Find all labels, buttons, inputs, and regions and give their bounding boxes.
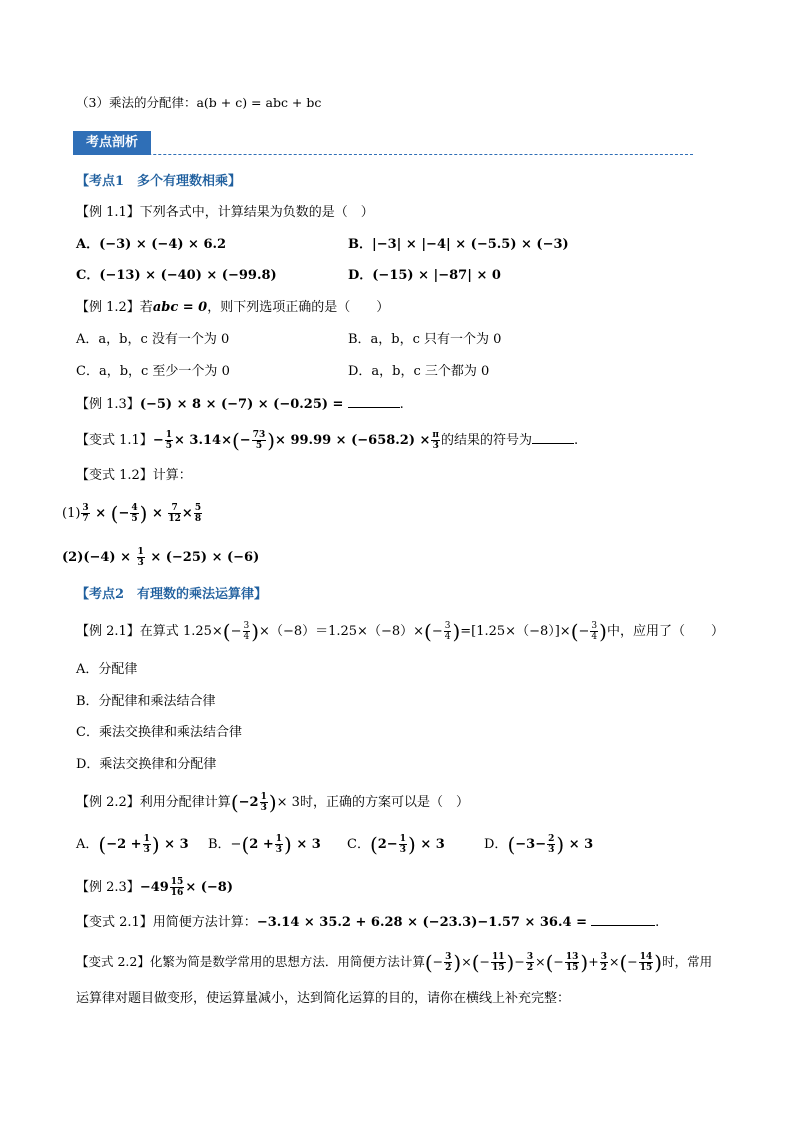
variant-1-2-heading <box>76 467 192 485</box>
example-1-2-option-c-text: C．a，b，c 至少一个为 0 <box>76 364 230 379</box>
right-paren: ) <box>654 950 663 975</box>
variant-1-1-minus-2: − <box>239 433 251 448</box>
fraction-numerator: 3 <box>600 952 607 962</box>
mixed-number-whole: −2 <box>238 795 259 810</box>
variant-1-1-part-2: × 3.14× <box>173 433 232 448</box>
fraction-denominator: 3 <box>260 803 267 813</box>
variant-1-1-answer-blank[interactable] <box>532 443 574 444</box>
variant-2-1-label: 【变式 2.1】用简便方法计算： <box>76 915 257 930</box>
example-1-2-condition: abc = 0 <box>152 300 208 315</box>
example-2-1-fraction-2 <box>444 621 452 642</box>
example-1-2-stem <box>76 299 389 317</box>
example-2-3 <box>76 877 233 898</box>
variant-1-1-fraction-1 <box>165 430 173 451</box>
example-2-1-option-c[interactable] <box>76 724 242 742</box>
left-paren: ( <box>369 832 378 857</box>
variant-1-1-end: . <box>574 433 579 448</box>
variant-2-2-fraction-3 <box>526 952 534 973</box>
fraction-numerator: 11 <box>492 952 505 962</box>
variant-2-2-fraction-1 <box>444 952 452 973</box>
fraction-numerator: 15 <box>170 877 184 887</box>
variant-2-2-fraction-4 <box>565 952 580 973</box>
fraction-denominator: 2 <box>600 963 607 973</box>
example-1-1-stem-text: 【例 1.1】下列各式中，计算结果为负数的是（ ） <box>76 205 374 220</box>
variant-2-1-end: . <box>655 915 660 930</box>
example-2-1-option-d-text: D．乘法交换律和分配律 <box>76 757 217 772</box>
fraction-numerator: 2 <box>548 834 555 844</box>
mixed-number-fraction <box>260 792 268 813</box>
option-a-prefix: A． <box>76 837 99 852</box>
example-2-2-option-d[interactable] <box>484 834 593 855</box>
example-2-1-part-c: =[1.25×（−8）]× <box>460 624 571 639</box>
example-1-1-option-c-text: C．(−13) × (−40) × (−99.8) <box>76 268 277 283</box>
right-paren: ) <box>556 832 565 857</box>
example-2-2-option-b[interactable] <box>208 834 321 855</box>
fraction-denominator: 4 <box>243 632 250 642</box>
example-2-2-option-a[interactable] <box>76 834 189 855</box>
example-2-1-option-a[interactable] <box>76 661 137 679</box>
example-2-3-whole: −49 <box>139 880 169 895</box>
fraction-numerator: 3 <box>82 503 89 513</box>
variant-1-2-question-2 <box>62 547 259 568</box>
variant-2-2-line-1: 【变式 2.2】化繁为简是数学常用的思想方法．用简便方法计算(− $\frac{3}{2}$ )×(− $\frac{11}{15}$ )− $\frac{3}{2}$ ×(− $\frac{13}{15}$ )+ $\frac{3}{2}$ ×(− $\frac{14}{15}$ )时，常用 <box>76 950 713 975</box>
fraction-numerator: 13 <box>565 952 579 962</box>
fraction-numerator: 4 <box>131 503 138 513</box>
fraction-denominator: 16 <box>170 888 184 898</box>
variant-1-1 <box>76 430 578 451</box>
example-1-3-expression: (−5) × 8 × (−7) × (−0.25) = <box>139 397 344 412</box>
distributive-law-text: （3）乘法的分配律：a(b + c) = abc + bc <box>76 95 322 110</box>
option-c-suffix: × 3 <box>420 837 445 852</box>
fraction-denominator: 2 <box>526 963 534 973</box>
option-a-suffix: × 3 <box>164 837 189 852</box>
right-paren: ) <box>151 832 160 857</box>
banner-dashed-divider <box>73 154 693 155</box>
fraction-numerator: 1 <box>165 430 172 440</box>
example-1-3-end: . <box>399 397 404 412</box>
example-2-1-fraction-3 <box>590 621 598 642</box>
example-1-1-option-d-text: D．(−15) × |−87| × 0 <box>348 268 501 283</box>
fraction-denominator: 3 <box>143 845 150 855</box>
example-1-2-option-b-text: B．a，b，c 只有一个为 0 <box>348 332 502 347</box>
example-2-1-part-b: ×（−8）＝1.25×（−8）× <box>259 624 424 639</box>
fraction-denominator: 3 <box>432 441 439 451</box>
q1-label: (1) <box>62 506 81 521</box>
variant-1-2-question-1: (1) $\frac{3}{7}$ × (− $\frac{4}{5}$ ) × $\frac{7}{12}$ × $\frac{5}{8}$ <box>62 501 202 526</box>
example-1-2-stem-tail: ，则下列选项正确的是（ ） <box>207 300 390 315</box>
example-2-2-stem-tail: × 3时，正确的方案可以是（ ） <box>276 795 469 810</box>
example-1-2-option-a[interactable] <box>76 331 229 349</box>
example-2-3-fraction <box>170 877 185 898</box>
example-2-1-option-a-text: A．分配律 <box>76 662 138 677</box>
q1-fraction-2 <box>130 503 138 524</box>
variant-1-1-fraction-3 <box>431 430 440 451</box>
example-2-1-stem: 【例 2.1】在算式 1.25×(− $\frac{3}{4}$ )×（−8）＝1.25×（−8）×(− $\frac{3}{4}$ )=[1.25×（−8）]×(− $\frac{3}{4}$ )中，应用了（ ） <box>76 619 724 644</box>
q1-fraction-4 <box>194 503 202 524</box>
variant-1-1-part-3: × 99.99 × (−658.2) × <box>275 433 431 448</box>
left-paren: ( <box>424 950 433 975</box>
example-2-1-fraction-1 <box>243 621 251 642</box>
fraction-denominator: 5 <box>255 441 263 451</box>
variant-2-2-fraction-6 <box>639 952 654 973</box>
fraction-denominator: 3 <box>399 845 406 855</box>
fraction-denominator: 15 <box>565 963 579 973</box>
q2-suffix: × (−25) × (−6) <box>150 550 260 565</box>
section-banner-label: 考点剖析 <box>85 135 138 150</box>
example-1-3-label: 【例 1.3】 <box>76 397 140 412</box>
example-2-1-part-a: 【例 2.1】在算式 1.25× <box>76 624 223 639</box>
fraction-denominator: 3 <box>548 845 555 855</box>
variant-1-2-label: 【变式 1.2】计算： <box>76 468 192 483</box>
fraction-numerator: 3 <box>444 621 451 631</box>
option-c-prefix: C． <box>347 837 370 852</box>
distributive-law-line <box>76 94 321 113</box>
option-d-suffix: × 3 <box>568 837 594 852</box>
fraction-denominator: 12 <box>168 514 181 524</box>
fraction-numerator: 3 <box>445 952 452 962</box>
example-2-1-option-b[interactable] <box>76 693 216 711</box>
left-paren: ( <box>619 950 628 975</box>
section-banner <box>73 131 151 155</box>
fraction-numerator: 1 <box>275 834 282 844</box>
example-2-1-option-b-text: B．分配律和乘法结合律 <box>76 694 216 709</box>
topic-2-heading <box>76 586 267 604</box>
option-d-inner: −3− <box>515 837 547 852</box>
example-1-3-answer-blank[interactable] <box>348 407 400 408</box>
left-paren: ( <box>231 428 240 453</box>
left-paren: ( <box>507 832 516 857</box>
q2-fraction <box>137 547 145 568</box>
right-paren: ) <box>268 790 277 815</box>
topic-1-heading <box>76 173 241 191</box>
variant-1-1-fraction-2 <box>252 430 267 451</box>
variant-1-1-label: 【变式 1.1】 <box>76 433 153 448</box>
variant-2-2-fraction-2 <box>491 952 506 973</box>
fraction-numerator: 1 <box>399 834 406 844</box>
right-paren: ) <box>452 619 461 644</box>
example-1-1-option-c[interactable] <box>76 267 277 285</box>
fraction-denominator: 3 <box>275 845 282 855</box>
q2-prefix: (2)(−4) × <box>62 550 132 565</box>
fraction-numerator: 3 <box>526 952 534 962</box>
example-2-2-stem <box>76 792 469 813</box>
variant-2-2-tail: 时，常用 <box>662 954 713 969</box>
right-paren: ) <box>267 428 276 453</box>
fraction-denominator: 5 <box>165 441 172 451</box>
variant-2-1-expression: −3.14 × 35.2 + 6.28 × (−23.3)−1.57 × 36.4 = <box>256 915 587 930</box>
left-paren: ( <box>545 950 554 975</box>
variant-1-1-tail: 的结果的符号为 <box>441 433 533 448</box>
q1-fraction-1 <box>81 503 89 524</box>
fraction-denominator: 2 <box>445 963 452 973</box>
fraction-denominator: 4 <box>591 632 598 642</box>
option-a-inner: −2 + <box>106 837 142 852</box>
right-paren: ) <box>284 832 292 857</box>
option-a-fraction <box>143 834 151 855</box>
example-1-2-option-a-text: A．a，b，c 没有一个为 0 <box>76 332 230 347</box>
variant-2-1-answer-blank[interactable] <box>591 925 655 926</box>
fraction-numerator: 14 <box>639 952 653 962</box>
example-1-2-option-c[interactable] <box>76 363 230 381</box>
option-b-prefix: B．− <box>208 837 242 852</box>
right-paren: ) <box>580 950 589 975</box>
example-2-1-option-d[interactable] <box>76 756 216 774</box>
topic-2-title: 【考点2 有理数的乘法运算律】 <box>76 587 268 602</box>
q1-fraction-3 <box>168 503 181 524</box>
example-1-2-label: 【例 1.2】若 <box>76 300 153 315</box>
fraction-numerator: 73 <box>252 430 266 440</box>
variant-2-2-stem: 【变式 2.2】化繁为简是数学常用的思想方法．用简便方法计算 <box>76 954 425 969</box>
right-paren: ) <box>599 619 607 644</box>
option-d-prefix: D． <box>484 837 508 852</box>
example-2-2-option-c[interactable] <box>347 834 445 855</box>
fraction-numerator: 1 <box>260 792 267 802</box>
left-paren: ( <box>98 832 107 857</box>
example-1-1-option-b[interactable] <box>348 236 569 254</box>
example-1-2-option-d-text: D．a，b，c 三个都为 0 <box>348 364 490 379</box>
left-paren: ( <box>471 950 480 975</box>
left-paren: ( <box>110 501 119 526</box>
topic-1-title: 【考点1 多个有理数相乘】 <box>76 174 242 189</box>
example-2-3-suffix: × (−8) <box>185 880 233 895</box>
fraction-denominator: 3 <box>137 558 144 568</box>
option-b-fraction <box>275 834 283 855</box>
option-c-fraction <box>399 834 407 855</box>
variant-2-2-line-2-text: 运算律对题目做变形，使运算量减小，达到简化运算的目的，请你在横线上补充完整： <box>76 991 571 1006</box>
example-1-1-option-a[interactable] <box>76 236 226 254</box>
example-1-2-option-d[interactable] <box>348 363 489 381</box>
fraction-denominator: 15 <box>639 963 653 973</box>
left-paren: ( <box>222 619 231 644</box>
fraction-numerator: 3 <box>591 621 598 631</box>
fraction-numerator: 5 <box>194 503 202 513</box>
fraction-denominator: 4 <box>444 632 451 642</box>
fraction-numerator: π <box>432 430 440 440</box>
example-1-1-option-b-text: B．|−3| × |−4| × (−5.5) × (−3) <box>348 237 569 252</box>
left-paren: ( <box>241 832 250 857</box>
variant-2-2-line-2 <box>76 990 570 1008</box>
example-1-3 <box>76 396 404 414</box>
option-c-inner: 2− <box>377 837 398 852</box>
example-1-1-option-d[interactable] <box>348 267 501 285</box>
left-paren: ( <box>570 619 579 644</box>
option-d-fraction <box>547 834 555 855</box>
option-b-suffix: × 3 <box>296 837 321 852</box>
fraction-denominator: 15 <box>492 963 505 973</box>
right-paren: ) <box>453 950 462 975</box>
right-paren: ) <box>139 501 148 526</box>
variant-2-2-fraction-5 <box>600 952 608 973</box>
right-paren: ) <box>506 950 515 975</box>
example-2-1-option-c-text: C．乘法交换律和乘法结合律 <box>76 725 242 740</box>
right-paren: ) <box>251 619 260 644</box>
example-2-3-label: 【例 2.3】 <box>76 880 140 895</box>
example-2-2-label: 【例 2.2】利用分配律计算 <box>76 795 231 810</box>
variant-2-1 <box>76 914 659 932</box>
fraction-denominator: 8 <box>194 514 202 524</box>
example-1-2-option-b[interactable] <box>348 331 501 349</box>
fraction-numerator: 7 <box>168 503 181 514</box>
left-paren: ( <box>424 619 432 644</box>
fraction-numerator: 3 <box>243 621 250 631</box>
example-1-1-option-a-text: A．(−3) × (−4) × 6.2 <box>76 237 227 252</box>
option-b-inner: 2 + <box>249 837 274 852</box>
example-1-1-stem <box>76 204 374 222</box>
fraction-denominator: 7 <box>82 514 89 524</box>
variant-1-1-minus: − <box>152 433 164 448</box>
fraction-denominator: 5 <box>131 514 138 524</box>
left-paren: ( <box>230 790 239 815</box>
right-paren: ) <box>407 832 416 857</box>
example-2-1-part-d: 中，应用了（ ） <box>606 624 724 639</box>
fraction-numerator: 1 <box>137 547 144 557</box>
fraction-numerator: 1 <box>143 834 150 844</box>
